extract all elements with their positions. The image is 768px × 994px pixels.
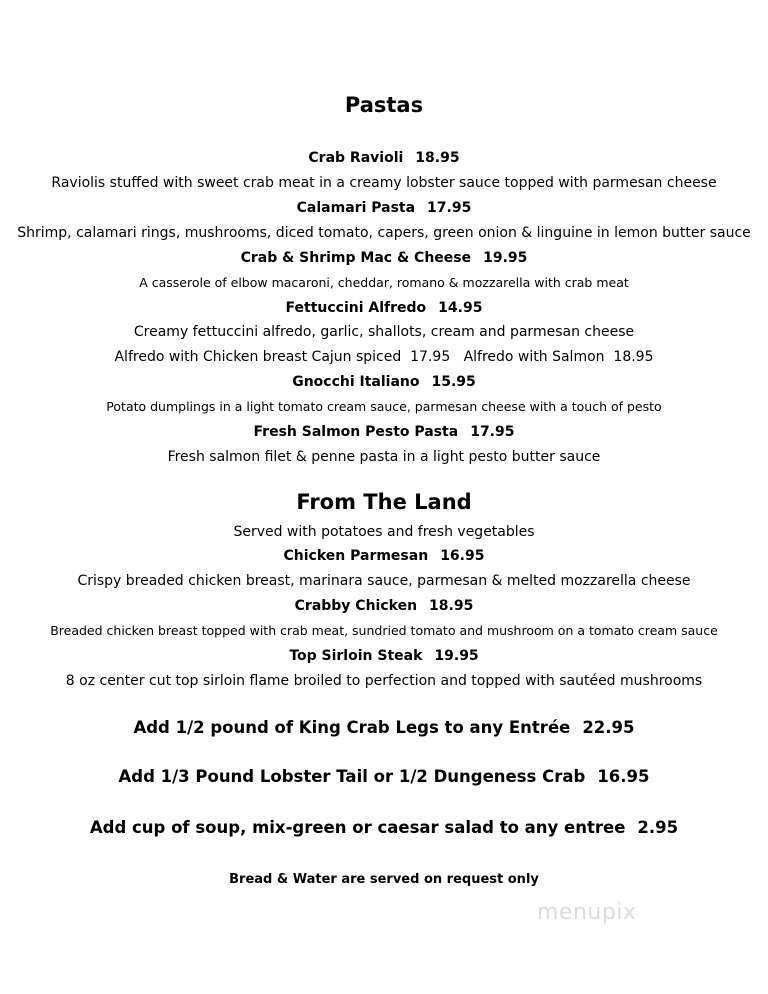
menu-item-name: Crabby Chicken [294,598,418,614]
menu-item-name: Chicken Parmesan [283,548,429,564]
menu-item-description: 8 oz center cut top sirloin flame broiled to perfection and topped with sautéed mushrooms [65,673,703,689]
menu-item-name: Fettuccini Alfredo [285,300,427,316]
menu-item-variants: Alfredo with Chicken breast Cajun spiced 17.95 Alfredo with Salmon 18.95 [114,349,654,365]
addon-label: Add cup of soup, mix-green or caesar salad to any entree [89,818,626,837]
menu-item-name: Calamari Pasta [296,200,416,216]
menu-item-price: 16.95 [440,548,485,564]
menu-item-name: Crab Ravioli [308,150,404,166]
menu-item-title [0,201,768,215]
menu-item-title [0,649,768,663]
addon-label: Add 1/2 pound of King Crab Legs to any Entrée [133,718,571,737]
menu-item-title [0,375,768,389]
section-heading-pastas: Pastas [344,93,424,117]
menu-item-title [0,599,768,613]
menu-item-price: 17.95 [427,200,472,216]
addon-price: 22.95 [582,718,635,737]
menu-item-price: 17.95 [470,424,515,440]
menu-item-description: Fresh salmon filet & penne pasta in a light pesto butter sauce [167,449,601,465]
menu-item-name: Fresh Salmon Pesto Pasta [253,424,459,440]
footer-note: Bread & Water are served on request only [229,872,539,887]
section-subheading: Served with potatoes and fresh vegetables [233,524,535,540]
menu-item-price: 14.95 [438,300,483,316]
menu-item-description: Raviolis stuffed with sweet crab meat in a creamy lobster sauce topped with parmesan cheese [51,175,717,191]
menu-item-description: A casserole of elbow macaroni, cheddar, romano & mozzarella with crab meat [139,275,629,290]
menu-item-price: 18.95 [429,598,474,614]
menu-item-title [0,251,768,265]
menu-item-price: 19.95 [434,648,479,664]
section-heading-land: From The Land [296,490,472,514]
menu-item-title [0,301,768,315]
addon-line [0,820,768,837]
menu-item-description: Potato dumplings in a light tomato cream sauce, parmesan cheese with a touch of pesto [106,399,662,414]
addon-line [0,720,768,737]
addon-line [0,769,768,786]
menu-item-price: 18.95 [415,150,460,166]
menu-item-title [0,151,768,165]
addon-price: 16.95 [597,767,650,786]
menu-item-description: Crispy breaded chicken breast, marinara sauce, parmesan & melted mozzarella cheese [77,573,691,589]
addon-label: Add 1/3 Pound Lobster Tail or 1/2 Dungeness Crab [118,767,586,786]
menu-item-name: Gnocchi Italiano [292,374,420,390]
menu-item-title [0,549,768,563]
watermark-logo: menupix [537,900,637,925]
menu-item-name: Top Sirloin Steak [289,648,423,664]
menu-item-title [0,425,768,439]
menu-item-description: Creamy fettuccini alfredo, garlic, shallots, cream and parmesan cheese [133,324,635,340]
menu-item-description: Breaded chicken breast topped with crab meat, sundried tomato and mushroom on a tomato cream sauce [50,623,718,638]
menu-item-price: 19.95 [483,250,528,266]
addon-price: 2.95 [637,818,679,837]
menu-item-name: Crab & Shrimp Mac & Cheese [240,250,472,266]
menu-item-description: Shrimp, calamari rings, mushrooms, diced tomato, capers, green onion & linguine in lemon butter sauce [17,225,751,241]
menu-item-price: 15.95 [431,374,476,390]
